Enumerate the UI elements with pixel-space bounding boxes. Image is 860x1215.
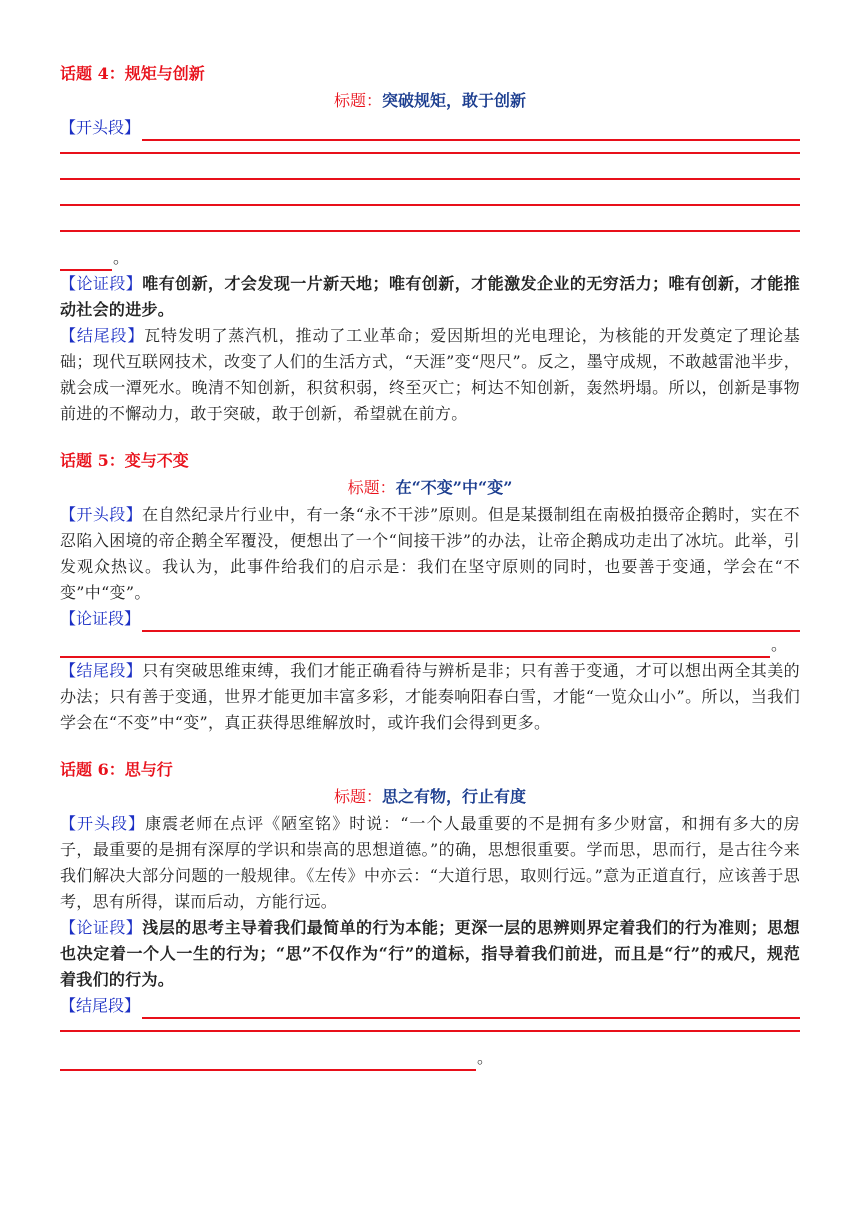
conclusion-paragraph <box>60 323 800 427</box>
fill-line[interactable] <box>142 617 800 632</box>
conclusion-tag: 【结尾段】 <box>60 326 145 345</box>
conclusion-paragraph <box>60 658 800 736</box>
opening-text: 在自然纪录片行业中，有一条“永不干涉”原则。但是某摄制组在南极拍摄帝企鹅时，实在不忍陷入困境的帝企鹅全军覆没，便想出了一个“间接干涉”的办法，让帝企鹅成功走出了冰坑。此举，引发观众热议。我认为，此事件给我们的启示是：我们在坚守原则的同时，也要善于变通，学会在“不变”中“变”。 <box>60 505 800 602</box>
argument-text: 浅层的思考主导着我们最简单的行为本能；更深一层的思辨则界定着我们的行为准则；思想也决定着一个人一生的行为；“思”不仅作为“行”的道标，指导着我们前进，而且是“行”的戒尺，规范着我们的行为。 <box>60 918 800 989</box>
title-label: 标题： <box>333 787 382 806</box>
opening-tag: 【开头段】 <box>60 505 143 524</box>
opening-paragraph <box>60 811 800 915</box>
fill-line[interactable] <box>60 193 800 206</box>
fill-line[interactable] <box>60 1019 800 1032</box>
fill-line[interactable] <box>60 141 800 154</box>
argument-paragraph <box>60 271 800 323</box>
conclusion-blank[interactable] <box>60 993 800 1019</box>
worksheet-page <box>60 62 800 1071</box>
argument-text: 唯有创新，才会发现一片新天地；唯有创新，才能激发企业的无穷活力；唯有创新，才能推动社会的进步。 <box>60 274 800 319</box>
argument-paragraph <box>60 915 800 993</box>
topic-heading: 话题 5：变与不变 <box>60 451 189 470</box>
opening-tag: 【开头段】 <box>60 814 146 833</box>
title-label: 标题： <box>347 478 396 497</box>
fill-line[interactable] <box>142 1004 800 1019</box>
fill-line-end[interactable] <box>60 1045 800 1071</box>
fill-line[interactable] <box>60 167 800 180</box>
argument-blank[interactable] <box>60 606 800 632</box>
argument-tag: 【论证段】 <box>60 918 143 937</box>
essay-title: 思之有物，行止有度 <box>382 787 527 806</box>
fill-line[interactable] <box>60 1056 476 1071</box>
conclusion-text: 瓦特发明了蒸汽机，推动了工业革命；爱因斯坦的光电理论，为核能的开发奠定了理论基础；现代互联网技术，改变了人们的生活方式，“天涯”变“咫尺”。反之，墨守成规，不敢越雷池半步，就会成一潭死水。晚清不知创新，积贫积弱，终至灭亡；柯达不知创新，轰然坍塌。所以，创新是事物前进的不懈动力，敢于突破，敢于创新，希望就在前方。 <box>60 326 800 423</box>
essay-title-row <box>60 89 800 113</box>
title-label: 标题： <box>333 91 382 110</box>
essay-title: 在“不变”中“变” <box>395 478 513 497</box>
fill-line[interactable] <box>60 643 770 658</box>
opening-blank[interactable] <box>60 115 800 141</box>
argument-tag: 【论证段】 <box>60 274 143 293</box>
period-mark: 。 <box>771 635 788 654</box>
fill-line-end[interactable] <box>60 245 800 271</box>
topic-heading: 话题 4：规矩与创新 <box>60 64 205 83</box>
conclusion-tag: 【结尾段】 <box>60 996 141 1015</box>
essay-title-row <box>60 785 800 809</box>
argument-tag: 【论证段】 <box>60 609 141 628</box>
opening-paragraph <box>60 502 800 606</box>
period-mark: 。 <box>113 248 130 267</box>
opening-tag: 【开头段】 <box>60 118 141 137</box>
essay-title: 突破规矩，敢于创新 <box>382 91 527 110</box>
fill-line[interactable] <box>60 256 112 271</box>
essay-title-row <box>60 476 800 500</box>
conclusion-tag: 【结尾段】 <box>60 661 143 680</box>
fill-line-end[interactable] <box>60 632 800 658</box>
period-mark: 。 <box>477 1048 494 1067</box>
opening-text: 康震老师在点评《陋室铭》时说：“一个人最重要的不是拥有多少财富，和拥有多大的房子，最重要的是拥有深厚的学识和崇高的思想道德。”的确，思想很重要。学而思，思而行，是古往今来我们解决大部分问题的一般规律。《左传》中亦云：“大道行思，取则行远。”意为正道直行，应该善于思考，思有所得，谋而后动，方能行远。 <box>60 814 800 911</box>
topic-heading: 话题 6：思与行 <box>60 760 173 779</box>
fill-line[interactable] <box>142 126 800 141</box>
fill-line[interactable] <box>60 219 800 232</box>
conclusion-text: 只有突破思维束缚，我们才能正确看待与辨析是非；只有善于变通，才可以想出两全其美的办法；只有善于变通，世界才能更加丰富多彩，才能奏响阳春白雪，才能“一览众山小”。所以，当我们学会在“不变”中“变”，真正获得思维解放时，或许我们会得到更多。 <box>60 661 800 732</box>
